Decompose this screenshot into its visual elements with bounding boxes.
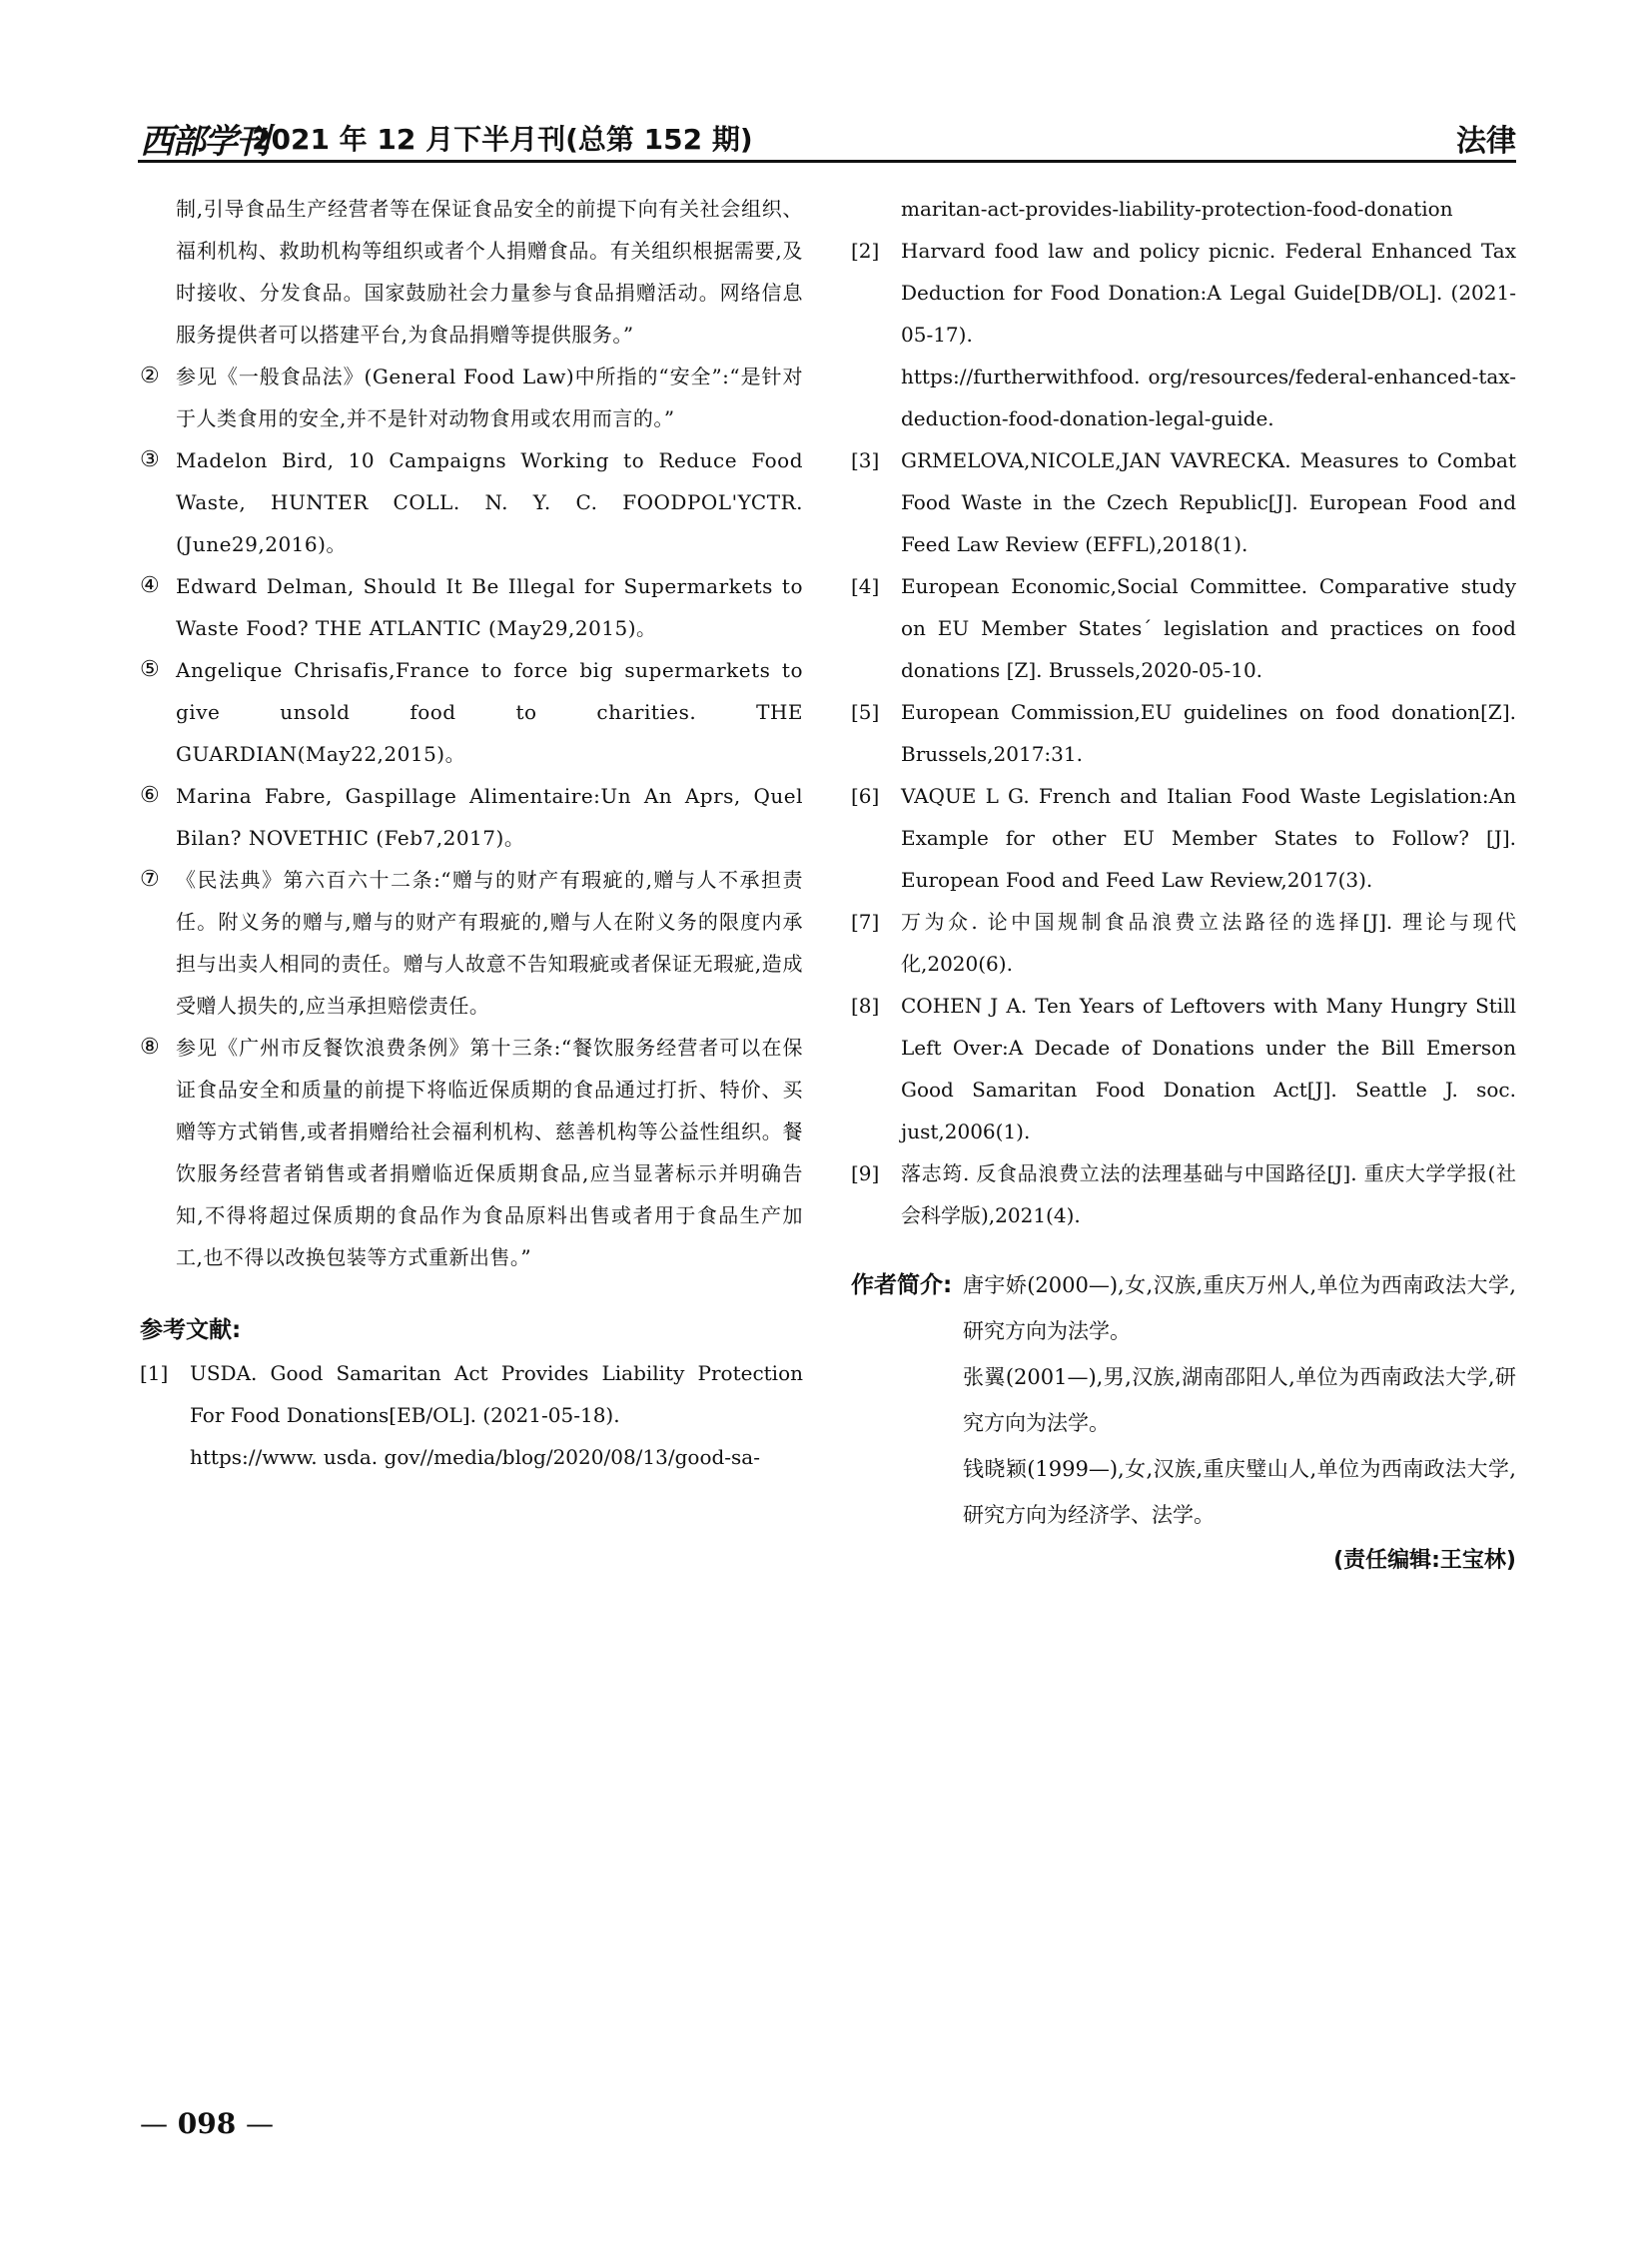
reference-text: COHEN J A. Ten Years of Leftovers with Many Hungry Still Left Over:A Decade of Donations under the Bill Emerson Good Samaritan Food Donation Act[J]. Seattle J. soc. just,2006(1).: [901, 994, 1516, 1143]
author-label: 作者简介:: [851, 1272, 953, 1298]
author-info: [851, 1262, 1516, 1538]
reference-number: [9]: [851, 1161, 880, 1185]
note-text: 参见《广州市反餐饮浪费条例》第十三条:“餐饮服务经营者可以在保证食品安全和质量的前提下将临近保质期的食品通过打折、特价、买赠等方式销售,或者捐赠给社会福利机构、慈善机构等公益性组织。餐饮服务经营者销售或者捐赠临近保质期食品,应当显著标示并明确告知,不得将超过保质期的食品作为食品原料出售或者用于食品生产加工,也不得以改换包装等方式重新出售。”: [176, 1036, 803, 1269]
reference-number: [7]: [851, 910, 880, 934]
page-header: [140, 112, 1516, 162]
reference-text: 落志筠. 反食品浪费立法的法理基础与中国路径[J]. 重庆大学学报(社会科学版),2021(4).: [901, 1161, 1516, 1227]
reference-number: [5]: [851, 700, 880, 724]
note-7: [140, 859, 803, 1027]
reference-7: [851, 901, 1516, 985]
reference-5: [851, 691, 1516, 775]
page-number: [140, 2107, 274, 2140]
note-marker: ⑥: [140, 783, 161, 808]
issue-info: 2021 年 12 月下半月刊(总第 152 期): [252, 123, 753, 156]
reference-text: Harvard food law and policy picnic. Federal Enhanced Tax Deduction for Food Donation:A Legal Guide[DB/OL]. (2021-05-17).: [901, 239, 1516, 347]
references-heading: 参考文献:: [140, 1317, 242, 1343]
note-text: Marina Fabre, Gaspillage Alimentaire:Un An Aprs, Quel Bilan? NOVETHIC (Feb7,2017)。: [176, 784, 803, 850]
left-column: [140, 188, 803, 1478]
note-marker: ⑦: [140, 867, 161, 892]
reference-text: GRMELOVA,NICOLE,JAN VAVRECKA. Measures to Combat Food Waste in the Czech Republic[J]. European Food and Feed Law Review (EFFL),2018(1).: [901, 448, 1516, 556]
note-8: [140, 1027, 803, 1278]
note-marker: ⑤: [140, 657, 161, 682]
reference-url[interactable]: https://www. usda. gov//media/blog/2020/08/13/good-sa-: [190, 1445, 760, 1469]
note-text: Madelon Bird, 10 Campaigns Working to Reduce Food Waste, HUNTER COLL. N. Y. C. FOODPOL'YCTR. (June29,2016)。: [176, 448, 803, 556]
reference-url[interactable]: https://furtherwithfood. org/resources/federal-enhanced-tax-deduction-food-donation-legal-guide.: [901, 365, 1516, 430]
note-text: Edward Delman, Should It Be Illegal for Supermarkets to Waste Food? THE ATLANTIC (May29,2015)。: [176, 574, 803, 640]
reference-text: 万为众. 论中国规制食品浪费立法路径的选择[J]. 理论与现代化,2020(6).: [901, 910, 1516, 976]
reference-3: [851, 439, 1516, 565]
note-4: [140, 565, 803, 649]
note-1-continuation: 制,引导食品生产经营者等在保证食品安全的前提下向有关社会组织、福利机构、救助机构等组织或者个人捐赠食品。有关组织根据需要,及时接收、分发食品。国家鼓励社会力量参与食品捐赠活动。网络信息服务提供者可以搭建平台,为食品捐赠等提供服务。”: [176, 197, 803, 347]
note-text: Angelique Chrisafis,France to force big supermarkets to give unsold food to charities. THE GUARDIAN(May22,2015)。: [176, 658, 803, 766]
reference-text: VAQUE L G. French and Italian Food Waste Legislation:An Example for other EU Member States to Follow? [J]. European Food and Feed Law Review,2017(3).: [901, 784, 1516, 892]
page-dash-right: —: [245, 2107, 274, 2140]
note-3: [140, 439, 803, 565]
reference-1-url-continuation[interactable]: maritan-act-provides-liability-protection-food-donation: [901, 197, 1453, 221]
note-6: [140, 775, 803, 859]
responsible-editor: (责任编辑:王宝林): [1333, 1548, 1516, 1573]
page-dash-left: —: [140, 2107, 168, 2140]
reference-1: [140, 1352, 803, 1478]
note-marker: ②: [140, 364, 161, 388]
reference-text: European Economic,Social Committee. Comparative study on EU Member States´ legislation and practices on food donations [Z]. Brussels,2020-05-10.: [901, 574, 1516, 682]
reference-number: [4]: [851, 574, 880, 598]
page-number-value: 098: [177, 2107, 237, 2140]
note-marker: ④: [140, 573, 161, 598]
reference-text: USDA. Good Samaritan Act Provides Liability Protection For Food Donations[EB/OL]. (2021-05-18).: [190, 1361, 803, 1427]
reference-number: [1]: [140, 1361, 169, 1385]
reference-2: [851, 230, 1516, 439]
header-rule: [138, 160, 1516, 163]
author-entry-3: 钱晓颖(1999—),女,汉族,重庆璧山人,单位为西南政法大学,研究方向为经济学、法学。: [963, 1457, 1516, 1527]
note-text: 参见《一般食品法》(General Food Law)中所指的“安全”:“是针对于人类食用的安全,并不是针对动物食用或农用而言的。”: [176, 365, 803, 430]
note-marker: ③: [140, 447, 161, 472]
reference-text: European Commission,EU guidelines on food donation[Z]. Brussels,2017:31.: [901, 700, 1516, 766]
right-column: [851, 188, 1516, 1584]
reference-number: [8]: [851, 994, 880, 1018]
note-2: [140, 356, 803, 439]
reference-number: [3]: [851, 448, 880, 472]
reference-number: [2]: [851, 239, 880, 263]
note-5: [140, 649, 803, 775]
reference-number: [6]: [851, 784, 880, 808]
section-name: 法律: [1456, 124, 1516, 159]
note-text: 《民法典》第六百六十二条:“赠与的财产有瑕疵的,赠与人不承担责任。附义务的赠与,赠与的财产有瑕疵的,赠与人在附义务的限度内承担与出卖人相同的责任。赠与人故意不告知瑕疵或者保证无瑕疵,造成受赠人损失的,应当承担赔偿责任。: [176, 868, 803, 1018]
note-marker: ⑧: [140, 1035, 161, 1060]
author-entry-1: 唐宇娇(2000—),女,汉族,重庆万州人,单位为西南政法大学,研究方向为法学。: [963, 1273, 1516, 1343]
reference-8: [851, 985, 1516, 1152]
reference-9: [851, 1152, 1516, 1236]
reference-6: [851, 775, 1516, 901]
author-entry-2: 张翼(2001—),男,汉族,湖南邵阳人,单位为西南政法大学,研究方向为法学。: [963, 1365, 1516, 1435]
journal-logo: 西部学刊: [140, 122, 268, 162]
reference-4: [851, 565, 1516, 691]
